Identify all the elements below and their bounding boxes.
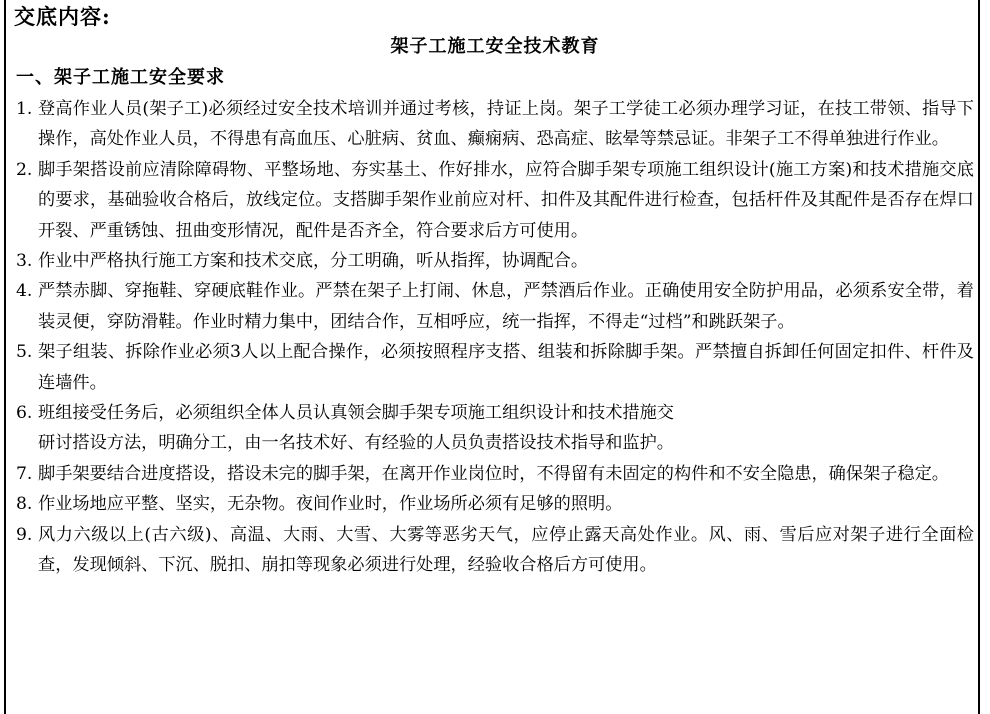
item-text: 严禁赤脚、穿拖鞋、穿硬底鞋作业。严禁在架子上打闹、休息，严禁酒后作业。正确使用安全防护用品，必须系安全带，着装灵便，穿防滑鞋。作业时精力集中，团结合作，互相呼应，统一指挥，不得走“过档”和跳跃架子。 [38,281,974,332]
header-label: 交底内容: [14,4,111,29]
list-item-8 [16,489,974,519]
list-item-3 [16,246,974,276]
item-text: 风力六级以上(古六级)、高温、大雨、大雪、大雾等恶劣天气，应停止露天高处作业。风、雨、雪后应对架子进行全面检查，发现倾斜、下沉、脱扣、崩扣等现象必须进行处理，经验收合格后方可使用。 [38,524,974,576]
list-item-1 [16,94,974,155]
item-number: 4. [16,281,33,302]
item-text: 班组接受任务后，必须组织全体人员认真领会脚手架专项施工组织设计和技术措施交 [38,403,674,424]
item-text: 脚手架搭设前应清除障碍物、平整场地、夯实基土、作好排水，应符合脚手架专项施工组织设计(施工方案)和技术措施交底的要求，基础验收合格后，放线定位。支搭脚手架作业前应对杆、扣件及其配件进行检查，包括杆件及其配件是否存在焊口开裂、严重锈蚀、扭曲变形情况，配件是否齐全，符合要求后方可使用。 [38,159,974,241]
item-number: 7. [16,463,33,484]
item-text: 作业场地应平整、坚实，无杂物。夜间作业时，作业场所必须有足够的照明。 [38,494,623,515]
list-item-5 [16,337,974,398]
item-text-continued: 研讨搭设方法，明确分工，由一名技术好、有经验的人员负责搭设技术指导和监护。 [38,433,674,454]
list-item-2 [16,155,974,246]
item-text: 架子组装、拆除作业必须3人以上配合操作，必须按照程序支搭、组装和拆除脚手架。严禁擅自拆卸任何固定扣件、杆件及连墙件。 [38,342,974,393]
item-number: 6. [16,403,33,424]
section-title: 一、架子工施工安全要求 [16,67,225,88]
item-text: 登高作业人员(架子工)必须经过安全技术培训并通过考核，持证上岗。架子工学徒工必须办理学习证，在技工带领、指导下操作，高处作业人员，不得患有高血压、心脏病、贫血、癫痫病、恐高症、眩晕等禁忌证。非架子工不得单独进行作业。 [38,99,974,150]
requirements-list [16,94,974,581]
item-number: 8. [16,494,33,515]
item-number: 1. [16,99,33,119]
list-item-9 [16,520,974,581]
document-title: 架子工施工安全技术教育 [390,36,600,57]
item-number: 2. [16,159,33,180]
list-item-6 [16,398,974,459]
item-number: 5. [16,342,33,363]
item-text: 作业中严格执行施工方案和技术交底，分工明确，听从指挥，协调配合。 [38,251,589,272]
item-number: 9. [16,524,33,545]
list-item-4 [16,276,974,337]
item-text: 脚手架要结合进度搭设，搭设未完的脚手架，在离开作业岗位时，不得留有未固定的构件和不安全隐患，确保架子稳定。 [38,463,949,484]
list-item-7 [16,459,974,489]
item-number: 3. [16,251,33,272]
